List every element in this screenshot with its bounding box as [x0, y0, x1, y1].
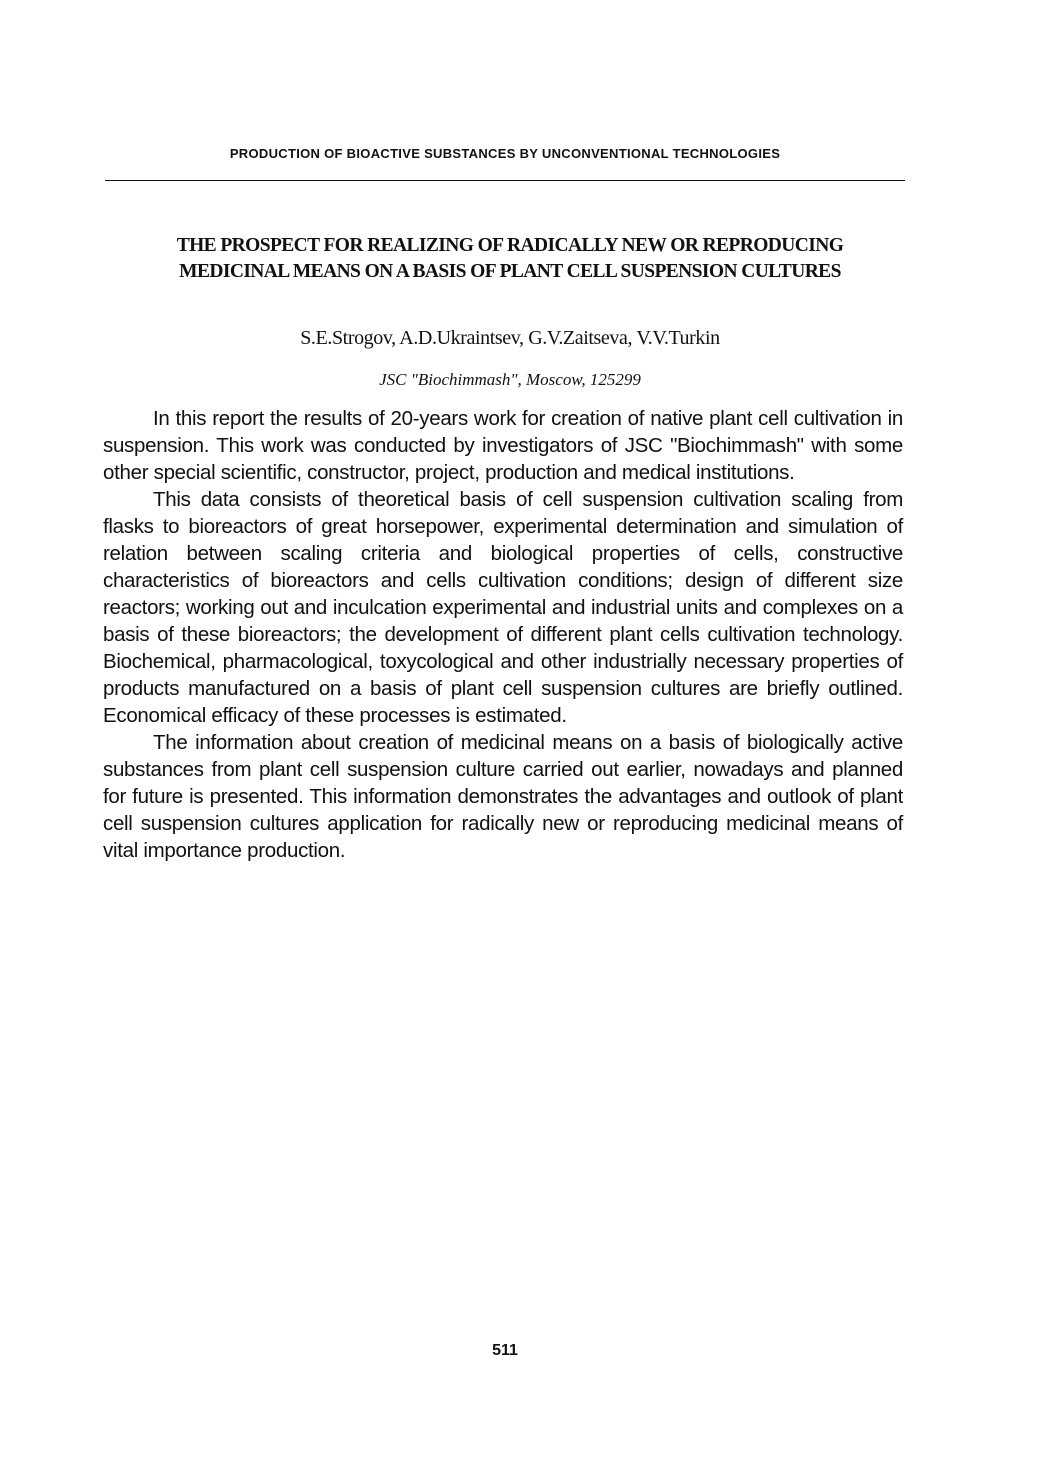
- paragraph-1: In this report the results of 20-years work for creation of native plant cell cultivation in suspension. This work was conducted by investigators of JSC "Biochimmash" with some other special scientific, constructor, project, production and medical institutions.: [103, 407, 903, 484]
- affiliation: JSC "Biochimmash", Moscow, 125299: [379, 370, 641, 389]
- author-list: S.E.Strogov, A.D.Ukraintsev, G.V.Zaitseva, V.V.Turkin: [300, 327, 720, 349]
- header-rule: [105, 180, 905, 181]
- paragraph-3: The information about creation of medicinal means on a basis of biologically active substances from plant cell suspension culture carried out earlier, nowadays and planned for future is presented. This information demonstrates the advantages and outlook of plant cell suspension cultures application for radically new or reproducing medicinal means of vital importance production.: [103, 731, 903, 862]
- article-title: THE PROSPECT FOR REALIZING OF RADICALLY NEW OR REPRODUCING MEDICINAL MEANS ON A BASIS OF PLANT CELL SUSPENSION CULTURES: [176, 235, 844, 282]
- running-head: PRODUCTION OF BIOACTIVE SUBSTANCES BY UNCONVENTIONAL TECHNOLOGIES: [229, 146, 781, 161]
- paragraph-2: This data consists of theoretical basis of cell suspension cultivation scaling from flasks to bioreactors of great horsepower, experimental determination and simulation of relation between scaling criteria and biological properties of cells, constructive characteristics of bioreactors and cells cultivation conditions; design of different size reactors; working out and inculcation experimental and industrial units and complexes on a basis of these bioreactors; the development of different plant cells cultivation technology. Biochemical, pharmacological, toxycological and other industrially necessary properties of products manufactured on a basis of plant cell suspension cultures are briefly outlined. Economical efficacy of these processes is estimated.: [103, 488, 903, 727]
- page-number: 511: [492, 1342, 518, 1359]
- abstract-body: [103, 405, 903, 864]
